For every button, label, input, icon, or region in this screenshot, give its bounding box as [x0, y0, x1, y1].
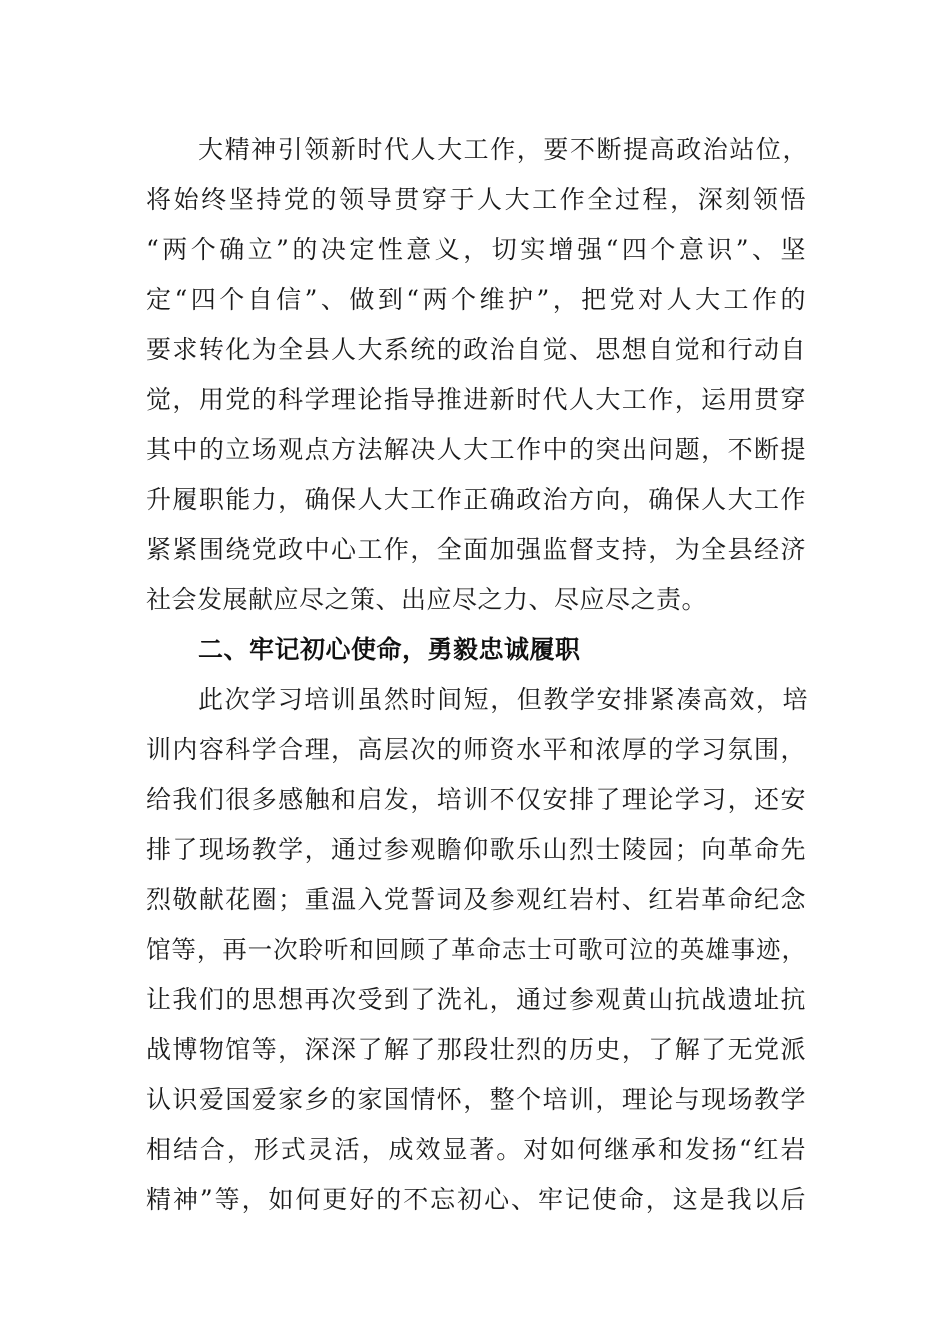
paragraph-line: 社会发展献应尽之策、出应尽之力、尽应尽之责。 [146, 585, 708, 614]
paragraph-line: 将始终坚持党的领导贯穿于人大工作全过程，深刻领悟 [146, 185, 806, 214]
paragraph-line: 其中的立场观点方法解决人大工作中的突出问题，不断提 [146, 435, 806, 464]
paragraph-line: 给我们很多感触和启发，培训不仅安排了理论学习，还安 [146, 785, 806, 814]
paragraph-line: 紧紧围绕党政中心工作，全面加强监督支持，为全县经济 [146, 535, 806, 564]
paragraph-line: 此次学习培训虽然时间短，但教学安排紧凑高效，培 [198, 685, 808, 714]
paragraph-line: 让我们的思想再次受到了洗礼，通过参观黄山抗战遗址抗 [146, 985, 806, 1014]
paragraph-line: 精神”等，如何更好的不忘初心、牢记使命，这是我以后 [146, 1185, 806, 1214]
paragraph-line: 要求转化为全县人大系统的政治自觉、思想自觉和行动自 [146, 335, 806, 364]
paragraph-line: 相结合，形式灵活，成效显著。对如何继承和发扬“红岩 [146, 1135, 806, 1164]
paragraph-line: 认识爱国爱家乡的家国情怀，整个培训，理论与现场教学 [146, 1085, 806, 1114]
paragraph-line: 烈敬献花圈；重温入党誓词及参观红岩村、红岩革命纪念 [146, 885, 806, 914]
paragraph-line: “两个确立”的决定性意义，切实增强“四个意识”、坚 [146, 235, 806, 264]
paragraph-line: 战博物馆等，深深了解了那段壮烈的历史，了解了无党派 [146, 1035, 806, 1064]
paragraph-line: 训内容科学合理，高层次的师资水平和浓厚的学习氛围， [146, 735, 806, 764]
paragraph-line: 觉，用党的科学理论指导推进新时代人大工作，运用贯穿 [146, 385, 806, 414]
section-heading: 二、牢记初心使命，勇毅忠诚履职 [198, 635, 581, 664]
paragraph-line: 定“四个自信”、做到“两个维护”，把党对人大工作的 [146, 285, 806, 314]
paragraph-line: 升履职能力，确保人大工作正确政治方向，确保人大工作 [146, 485, 806, 514]
paragraph-line: 大精神引领新时代人大工作，要不断提高政治站位， [198, 135, 808, 164]
paragraph-line: 馆等，再一次聆听和回顾了革命志士可歌可泣的英雄事迹， [146, 935, 806, 964]
paragraph-line: 排了现场教学，通过参观瞻仰歌乐山烈士陵园；向革命先 [146, 835, 806, 864]
